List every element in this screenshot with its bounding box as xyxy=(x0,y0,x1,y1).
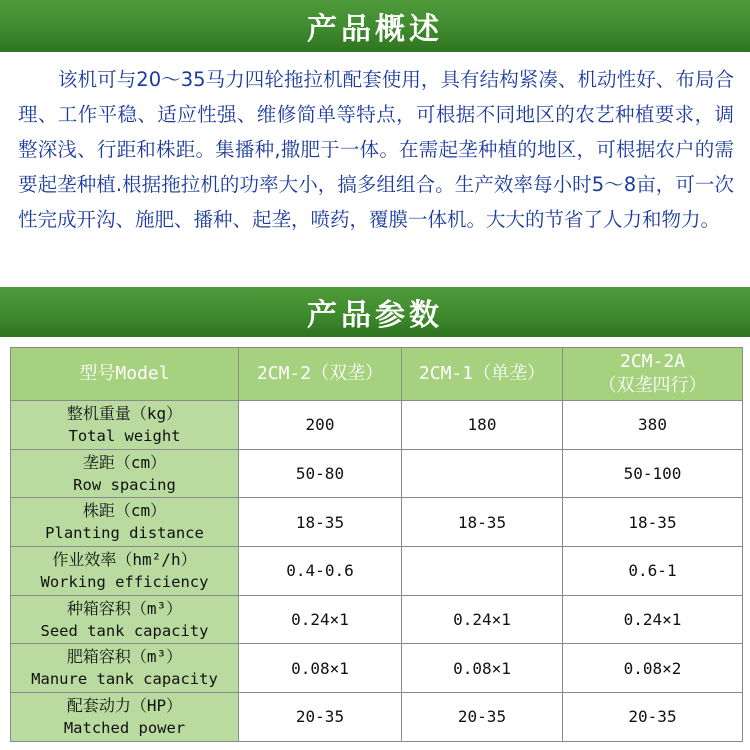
table-cell xyxy=(402,547,563,596)
row-label-en: Total weight xyxy=(68,426,181,445)
row-label-zh: 肥箱容积（m³） xyxy=(66,647,183,667)
table-cell: 20-35 xyxy=(402,693,563,742)
table-cell: 0.24×1 xyxy=(563,595,743,644)
row-label xyxy=(11,547,239,596)
header-2cm-1: 2CM-1（单垄） xyxy=(402,348,563,401)
row-label-en: Matched power xyxy=(63,718,186,737)
table-row xyxy=(11,498,743,547)
table-cell: 0.24×1 xyxy=(239,595,402,644)
header-row xyxy=(11,348,743,401)
header-2cm-2: 2CM-2（双垄） xyxy=(239,348,402,401)
row-label-en: Row spacing xyxy=(73,475,176,494)
row-label-zh: 作业效率（hm²/h） xyxy=(52,549,197,569)
row-label-en: Planting distance xyxy=(45,524,204,543)
row-label xyxy=(11,449,239,498)
row-label xyxy=(11,498,239,547)
table-cell: 380 xyxy=(563,401,743,450)
table-cell: 50-100 xyxy=(563,449,743,498)
table-cell: 50-80 xyxy=(239,449,402,498)
header-2cm-2a xyxy=(563,348,743,401)
table-cell: 0.4-0.6 xyxy=(239,547,402,596)
table-row xyxy=(11,693,743,742)
table-cell: 0.08×1 xyxy=(402,644,563,693)
table-cell: 200 xyxy=(239,401,402,450)
table-cell: 20-35 xyxy=(563,693,743,742)
table-cell xyxy=(402,449,563,498)
table-cell: 0.24×1 xyxy=(402,595,563,644)
row-label-zh: 垄距（cm） xyxy=(82,452,167,472)
row-label xyxy=(11,401,239,450)
header-2cm-2a-model: 2CM-2A xyxy=(619,351,686,372)
table-cell: 18-35 xyxy=(402,498,563,547)
row-label xyxy=(11,644,239,693)
row-label-zh: 整机重量（kg） xyxy=(66,403,183,423)
table-cell: 18-35 xyxy=(563,498,743,547)
row-label-zh: 株距（cm） xyxy=(82,501,167,521)
table-row xyxy=(11,449,743,498)
row-label-en: Working efficiency xyxy=(40,572,209,591)
header-2cm-2a-note: （双垄四行） xyxy=(598,375,707,396)
row-label-en: Seed tank capacity xyxy=(40,621,209,640)
table-row xyxy=(11,401,743,450)
params-table xyxy=(10,347,743,742)
table-row xyxy=(11,595,743,644)
row-label-zh: 种箱容积（m³） xyxy=(66,598,183,618)
overview-title: 产品概述 xyxy=(307,12,443,47)
row-label xyxy=(11,595,239,644)
params-banner xyxy=(0,287,750,337)
params-title: 产品参数 xyxy=(307,298,443,333)
table-row xyxy=(11,644,743,693)
table-cell: 0.6-1 xyxy=(563,547,743,596)
header-model: 型号Model xyxy=(11,348,239,401)
table-cell: 180 xyxy=(402,401,563,450)
overview-banner xyxy=(0,0,750,52)
table-cell: 0.08×1 xyxy=(239,644,402,693)
table-cell: 20-35 xyxy=(239,693,402,742)
row-label-zh: 配套动力（HP） xyxy=(66,695,183,715)
table-cell: 18-35 xyxy=(239,498,402,547)
table-cell: 0.08×2 xyxy=(563,644,743,693)
product-description: 该机可与20～35马力四轮拖拉机配套使用，具有结构紧凑、机动性好、布局合理、工作平稳、适应性强、维修简单等特点，可根据不同地区的农艺种植要求，调整深浅、行距和株距。集播种,撒肥于一体。在需起垄种植的地区，可根据农户的需要起垄种植.根据拖拉机的功率大小，搞多组组合。生产效率每小时5～8亩，可一次性完成开沟、施肥、播种、起垄，喷药，覆膜一体机。大大的节省了人力和物力。 xyxy=(18,68,734,231)
table-row xyxy=(11,547,743,596)
row-label-en: Manure tank capacity xyxy=(31,670,218,689)
row-label xyxy=(11,693,239,742)
